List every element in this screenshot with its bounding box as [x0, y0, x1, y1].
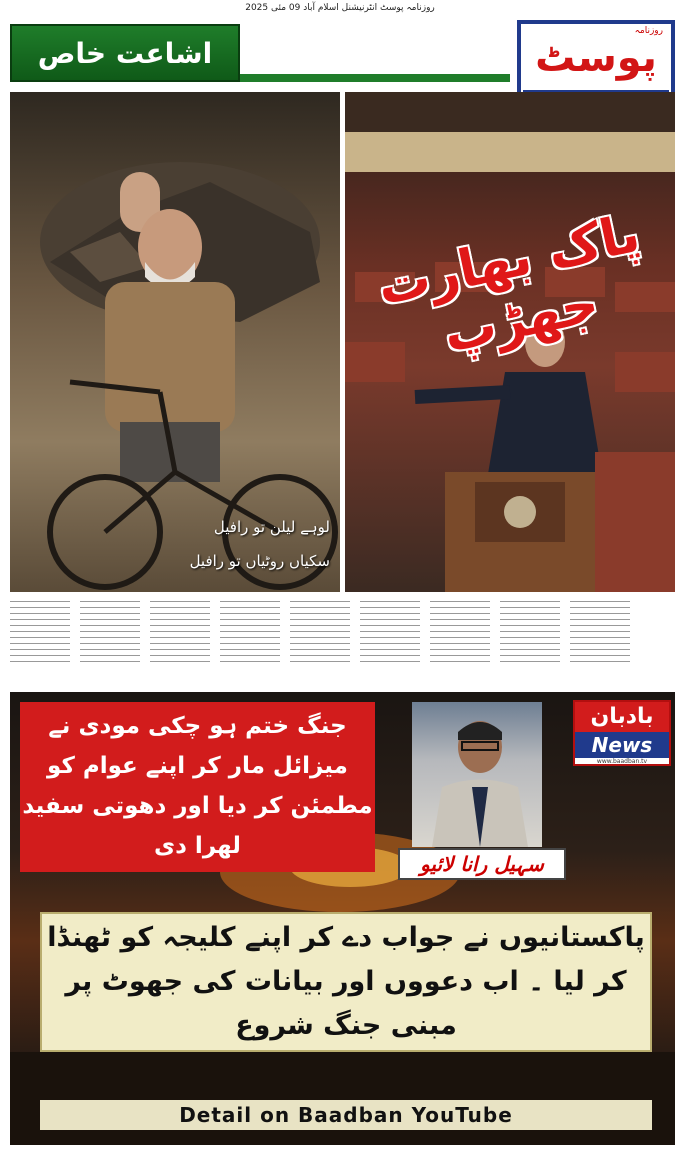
red-quote-box: جنگ ختم ہو چکی مودی نے میزائل مار کر اپنے عوام کو مطمئن کر دیا اور دھوتی سفید لھرا دی: [20, 702, 375, 872]
caption-line-1: لوہے لیلن تو رافیل: [213, 518, 330, 536]
badge-url: www.baadban.tv: [596, 758, 648, 765]
text-column-7: [430, 596, 490, 692]
caption-line-2: سکیاں روٹیاں تو رافیل: [189, 552, 330, 570]
text-column-5: [290, 596, 350, 692]
text-column-3: [150, 596, 210, 692]
text-column-8: [500, 596, 560, 692]
presenter-photo: [412, 702, 542, 847]
masthead-title: پوسٹ: [535, 35, 657, 81]
presenter-illustration: [412, 702, 542, 847]
badge-urdu-title: بادبان: [575, 702, 669, 732]
special-edition-banner: اشاعت خاص: [10, 24, 240, 82]
text-column-9: [570, 596, 630, 692]
text-column-1: [10, 596, 70, 692]
text-column-2: [80, 596, 140, 692]
header-rule: [240, 74, 510, 82]
cyclist-photo: [10, 92, 340, 592]
main-headline: پاک بھارت جھڑپ: [372, 203, 646, 365]
dateline: روزنامہ پوسٹ انٹرنیشنل اسلام آباد 09 مئی 2025: [245, 3, 435, 13]
presenter-name-tag: سہیل رانا لائیو: [398, 848, 566, 880]
cyclist-illustration: [10, 92, 340, 592]
text-column-6: [360, 596, 420, 692]
masthead-small-label: روزنامہ: [634, 26, 663, 36]
baadban-news-logo: [573, 700, 671, 766]
text-column-4: [220, 596, 280, 692]
footer-youtube-link[interactable]: Detail on Baadban YouTube: [40, 1100, 652, 1130]
cream-quote-box: پاکستانیوں نے جواب دے کر اپنے کلیجہ کو ٹھنڈا کر لیا ۔ اب دعووں اور بیانات کی جھوٹ پر مبنی جنگ شروع: [40, 912, 652, 1052]
badge-news-label: News: [575, 732, 669, 758]
article-columns: [10, 596, 675, 692]
